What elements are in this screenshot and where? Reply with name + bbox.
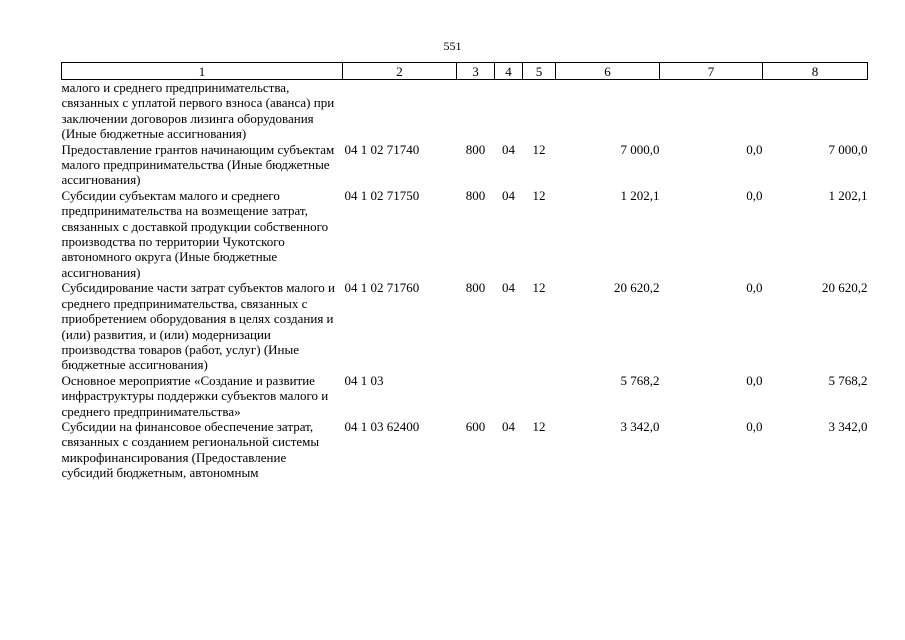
table-row [62,373,868,419]
row-code: 04 1 02 71760 [344,280,420,296]
row-pr: 12 [532,141,546,157]
row-sum-regional: 7 000,0 [828,141,868,157]
page-number: 551 [443,39,462,53]
row-sum-federal: 0,0 [746,418,763,434]
table-row [62,419,868,481]
column-header: 6 [556,63,660,80]
row-sum-regional: 5 768,2 [828,372,868,388]
row-vr: 600 [465,418,486,434]
table-row [62,142,868,188]
row-vr: 800 [465,280,486,296]
column-header: 1 [62,63,343,80]
row-pr: 12 [532,187,546,203]
row-name: Субсидии субъектам малого и среднего предпринимательства на возмещение затрат, связанных с доставкой продукции собственного производства по территории Чукотского автономного округа (Иные бюджетные ассигнования) [61,187,329,280]
row-code [343,80,457,142]
row-rz: 04 [502,187,515,203]
table-header-row [62,63,868,80]
row-name: малого и среднего предпринимательства, связанных с уплатой первого взноса (аванса) при заключении договоров лизинга оборудования (Иные бюджетные ассигнования) [61,80,335,142]
row-code: 04 1 02 71740 [344,141,420,157]
row-code: 04 1 02 71750 [344,187,420,203]
table-row [62,280,868,372]
row-sum-federal: 0,0 [746,280,763,296]
column-header: 4 [495,63,523,80]
column-header: 8 [763,63,868,80]
column-header: 5 [523,63,556,80]
budget-table [61,62,868,481]
column-header: 3 [457,63,495,80]
row-sum-regional: 3 342,0 [828,418,868,434]
row-sum-total: 1 202,1 [620,187,660,203]
row-pr [523,373,556,419]
row-sum-total: 5 768,2 [620,372,660,388]
row-sum-total: 7 000,0 [620,141,660,157]
column-header: 2 [343,63,457,80]
row-code: 04 1 03 [344,372,384,388]
table-row [62,188,868,280]
row-sum-federal: 0,0 [746,372,763,388]
row-pr [523,80,556,142]
row-vr: 800 [465,141,486,157]
row-rz [495,80,523,142]
row-rz: 04 [502,280,515,296]
row-sum-regional: 20 620,2 [822,280,868,296]
row-pr: 12 [532,280,546,296]
row-name: Субсидирование части затрат субъектов малого и среднего предпринимательства, связанных с приобретением оборудования в целях создания и (или) развития, и (или) модернизации производства товаров (работ, услуг) (Иные бюджетные ассигнования) [61,280,335,373]
row-sum-federal: 0,0 [746,141,763,157]
row-name: Предоставление грантов начинающим субъектам малого предпринимательства (Иные бюджетные ассигнования) [61,141,335,188]
row-sum-regional: 1 202,1 [828,187,868,203]
row-rz: 04 [502,141,515,157]
row-pr: 12 [532,418,546,434]
row-code: 04 1 03 62400 [344,418,420,434]
row-sum-regional [763,80,868,142]
row-name: Субсидии на финансовое обеспечение затрат, связанных с созданием региональной системы микрофинансирования (Предоставление субсидий бюджетным, автономным [61,418,320,481]
table-row [62,80,868,142]
row-sum-federal [660,80,763,142]
row-sum-total: 3 342,0 [620,418,660,434]
row-vr [457,80,495,142]
row-rz [495,373,523,419]
row-sum-total: 20 620,2 [614,280,660,296]
row-vr: 800 [465,187,486,203]
column-header: 7 [660,63,763,80]
row-name: Основное мероприятие «Создание и развитие инфраструктуры поддержки субъектов малого и среднего предпринимательства» [61,372,329,419]
row-sum-total [556,80,660,142]
row-rz: 04 [502,418,515,434]
row-vr [457,373,495,419]
row-sum-federal: 0,0 [746,187,763,203]
